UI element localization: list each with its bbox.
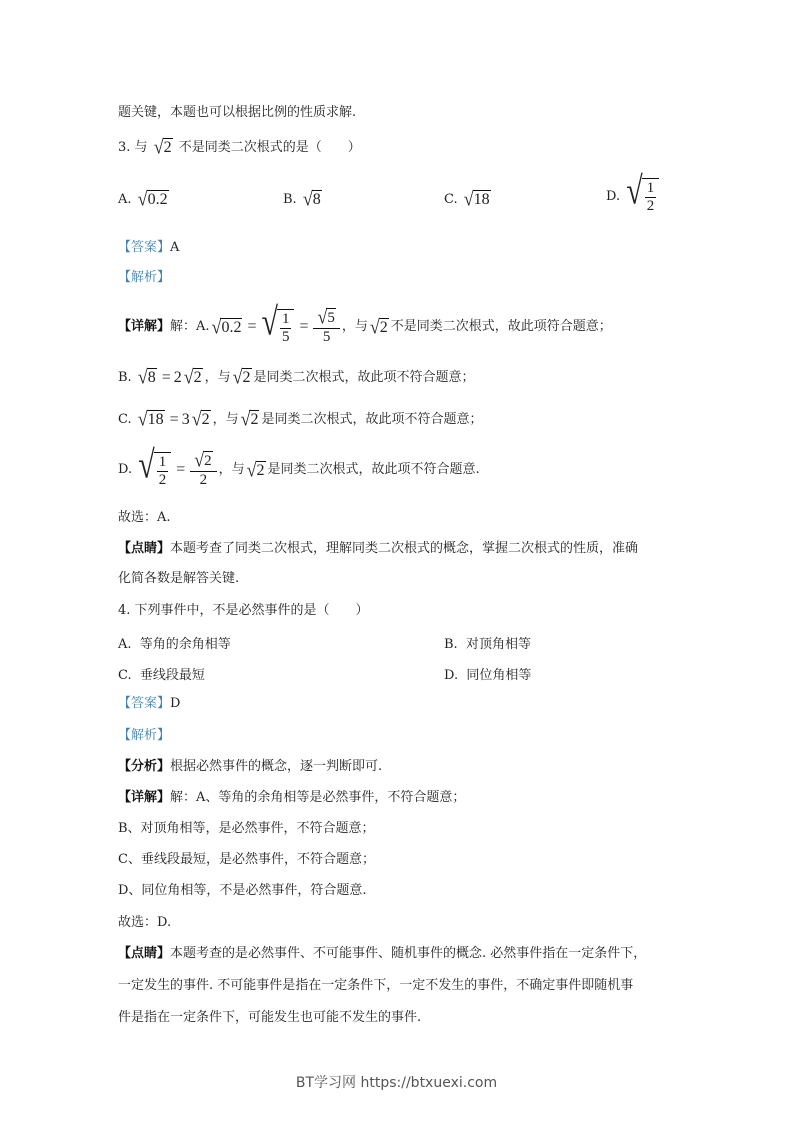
- q3-detail-d: D. √ $\frac{1}{2}$ = √ 2 2 ，与 √ 2 是同类二次根式，故此项不符合题意.: [118, 443, 480, 488]
- q4-comment-line-1: 【点睛】本题考查的是必然事件、不可能事件、随机事件的概念. 必然事件指在一定条件下，: [118, 946, 647, 961]
- previous-text-tail: 题关键，本题也可以根据比例的性质求解.: [118, 105, 357, 120]
- q4-stem: 4. 下列事件中，不是必然事件的是（ ）: [118, 603, 369, 618]
- q3-detail-c: C. √ 18 = 3 √ 2 ，与 √ 2 是同类二次根式，故此项不符合题意；: [118, 407, 483, 430]
- q3-option-d: D. √ $\frac{1}{2}$: [606, 178, 661, 215]
- q3-option-c: C. √ 18: [444, 187, 490, 210]
- q3-comment-line-2: 化简各数是解答关键.: [118, 571, 240, 586]
- q4-option-a: A. 等角的余角相等: [118, 637, 231, 652]
- q4-option-c: C. 垂线段最短: [118, 668, 205, 683]
- q4-detail-line-4: D、同位角相等，不是必然事件，符合题意.: [118, 883, 367, 898]
- watermark-footer: BT学习网 https://btxuexi.com: [295, 1075, 498, 1091]
- q4-detail-line-1: 【详解】解：A、等角的余角相等是必然事件，不符合题意；: [118, 790, 466, 805]
- q4-option-b: B. 对顶角相等: [444, 637, 531, 652]
- q4-detail-line-3: C、垂线段最短，是必然事件，不符合题意；: [118, 852, 375, 867]
- q4-comment-line-2: 一定发生的事件. 不可能事件是指在一定条件下，一定不发生的事件，不确定事件即随机事: [118, 978, 634, 993]
- q4-detail-line-2: B、对顶角相等，是必然事件，不符合题意；: [118, 821, 375, 836]
- q3-analysis-tag: 【解析】: [118, 270, 171, 285]
- q4-analysis-tag: 【解析】: [118, 728, 171, 743]
- q3-comment-line-1: 【点睛】本题考查了同类二次根式，理解同类二次根式的概念，掌握二次根式的性质，准确: [118, 541, 639, 556]
- q3-detail-b: B. √ 8 = 2 √ 2 ，与 √ 2 是同类二次根式，故此项不符合题意；: [118, 365, 475, 388]
- sqrt-expression: √ 2: [153, 135, 172, 158]
- q4-answer: 【答案】D: [118, 696, 181, 711]
- q3-option-b: B. √ 8: [283, 187, 321, 210]
- q3-detail-a: 【详解】 解：A. √ 0.2 = √ $\frac{1}{5}$ = √ 5 5 ，与 √ 2 不是同类二次根式，故此项符合题意；: [118, 300, 612, 345]
- q3-choose: 故选：A.: [118, 510, 171, 525]
- q4-choose: 故选：D.: [118, 915, 172, 930]
- q4-comment-line-3: 件是指在一定条件下，可能发生也可能不发生的事件.: [118, 1010, 422, 1025]
- q4-option-d: D. 同位角相等: [444, 668, 532, 683]
- q3-stem: 3. 与 √ 2 不是同类二次根式的是（ ）: [118, 135, 361, 158]
- q3-option-a: A. √ 0.2: [118, 187, 168, 210]
- q3-answer: 【答案】A: [118, 240, 180, 255]
- q4-fenxi: 【分析】根据必然事件的概念，逐一判断即可.: [118, 759, 383, 774]
